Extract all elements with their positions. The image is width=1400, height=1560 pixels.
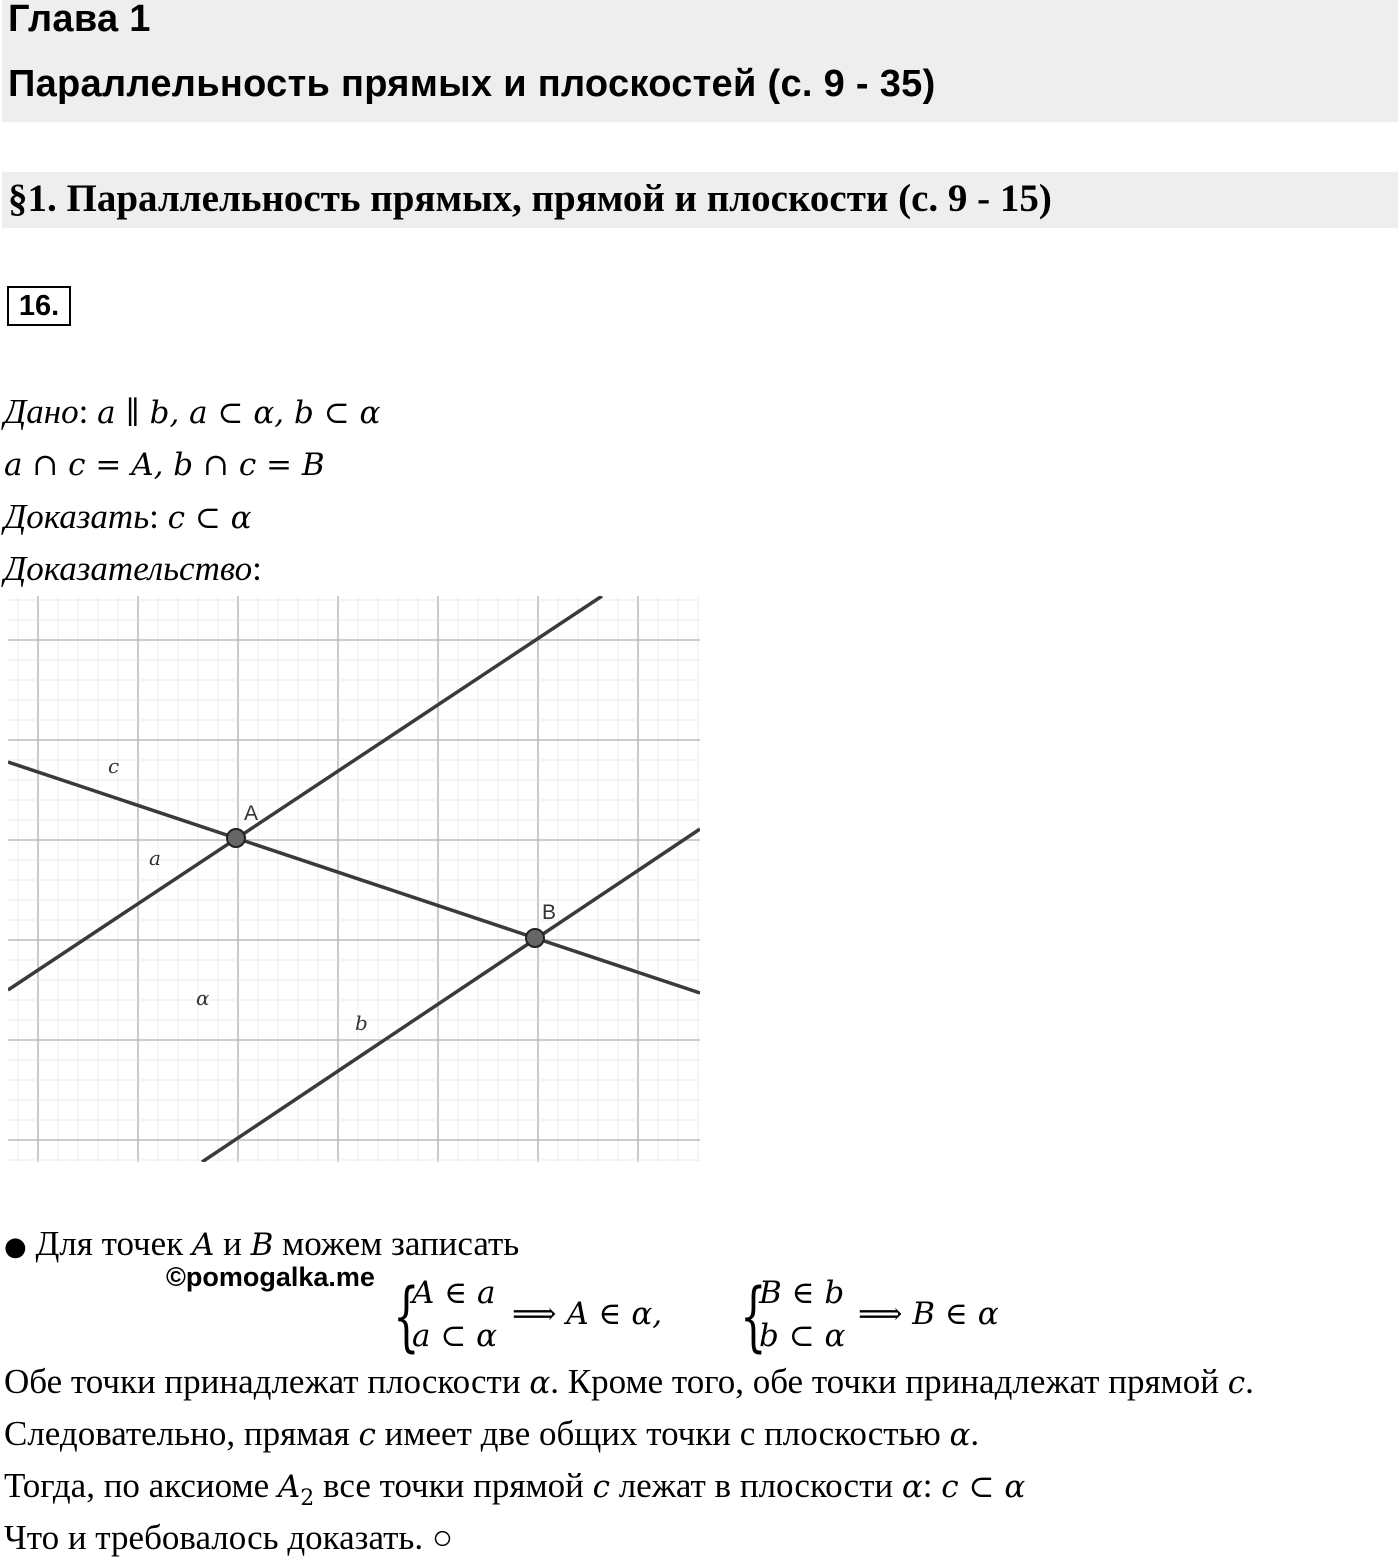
prove-label: Доказать bbox=[4, 497, 150, 536]
label-line-b: b bbox=[355, 1011, 368, 1035]
system-1-result: ⟹ A ∈ α, bbox=[512, 1296, 663, 1332]
given-formula-2: a ∩ c = A, b ∩ c = B bbox=[4, 447, 325, 483]
system-1-row-2: a ⊂ α bbox=[412, 1318, 498, 1354]
bullet-text-2: и bbox=[223, 1224, 242, 1263]
problem-number: 16. bbox=[7, 286, 71, 326]
geometry-figure bbox=[8, 596, 700, 1162]
point-b bbox=[526, 929, 544, 947]
proof-label: Доказательство bbox=[4, 549, 253, 588]
proof-heading: Доказательство: bbox=[4, 549, 262, 588]
label-line-a: a bbox=[149, 846, 161, 870]
chapter-subtitle: Параллельность прямых и плоскостей (с. 9 - 35) bbox=[8, 63, 936, 105]
label-line-c: c bbox=[108, 754, 120, 778]
given-line-1: Дано: a ∥ b, a ⊂ α, b ⊂ α bbox=[4, 392, 381, 431]
watermark: ©pomogalka.me bbox=[166, 1262, 375, 1292]
section-title: §1. Параллельность прямых, прямой и плоскости (с. 9 - 15) bbox=[8, 177, 1052, 220]
conclusion-line-1: Обе точки принадлежат плоскости α. Кроме того, обе точки принадлежат прямой c. bbox=[4, 1362, 1254, 1401]
given-label: Дано bbox=[4, 392, 79, 431]
label-point-a: A bbox=[244, 802, 259, 825]
bullet-point-b: B bbox=[250, 1227, 274, 1263]
system-2-row-1: B ∈ b bbox=[759, 1275, 845, 1311]
system-2-row-2: b ⊂ α bbox=[759, 1318, 846, 1354]
conclusion-line-4: Что и требовалось доказать. ○ bbox=[4, 1518, 454, 1557]
given-formula-1: a ∥ b, a ⊂ α, b ⊂ α bbox=[97, 395, 381, 431]
label-point-b: B bbox=[542, 901, 557, 924]
system-2-result: ⟹ B ∈ α bbox=[858, 1296, 999, 1332]
line-c bbox=[8, 762, 700, 993]
chapter-title: Глава 1 bbox=[8, 0, 151, 40]
conclusion-line-2: Следовательно, прямая c имеет две общих точки с плоскостью α. bbox=[4, 1414, 980, 1453]
given-line-2 bbox=[4, 444, 325, 484]
label-plane-alpha: α bbox=[196, 986, 210, 1010]
conclusion-line-3: Тогда, по аксиоме $A_2$ все точки прямой c лежат в плоскости α: c ⊂ α bbox=[4, 1466, 1026, 1511]
brace-1: { bbox=[393, 1271, 420, 1360]
system-1-row-1: A ∈ a bbox=[412, 1275, 496, 1311]
bullet-text-3: можем записать bbox=[282, 1224, 520, 1263]
bullet-point-a: A bbox=[191, 1227, 215, 1263]
bullet-icon: ● bbox=[4, 1232, 27, 1262]
prove-line: Доказать: c ⊂ α bbox=[4, 497, 252, 536]
point-a bbox=[227, 829, 245, 847]
line-b bbox=[202, 829, 700, 1162]
bullet-line bbox=[4, 1224, 519, 1264]
prove-formula: c ⊂ α bbox=[167, 500, 252, 536]
bullet-text-1: Для точек bbox=[35, 1224, 184, 1263]
brace-2: { bbox=[740, 1271, 767, 1360]
